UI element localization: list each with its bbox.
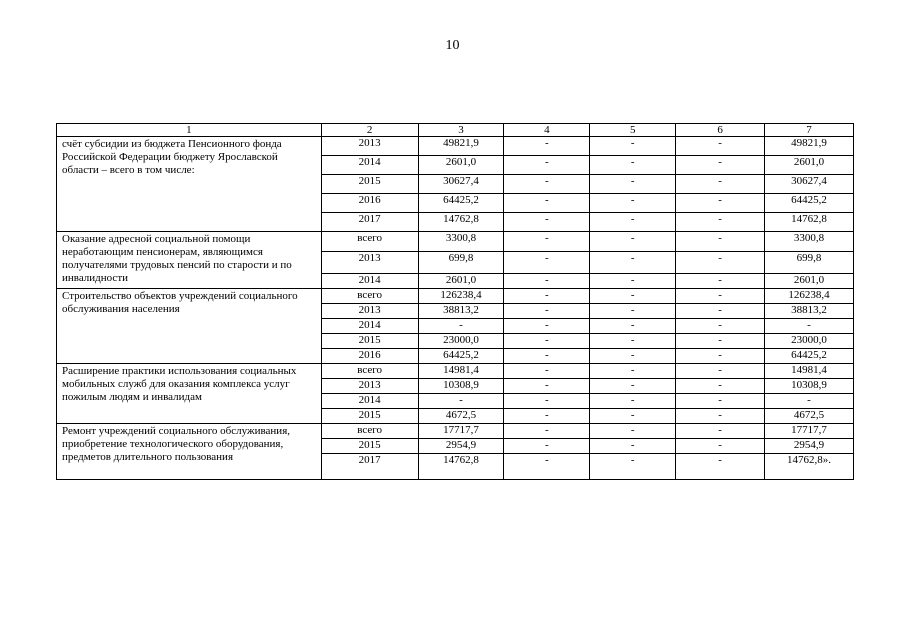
value-cell-c7: -: [765, 319, 854, 334]
year-cell: 2014: [321, 319, 418, 334]
year-cell: 2013: [321, 252, 418, 274]
value-cell-c3: 3300,8: [418, 232, 504, 252]
page-number: 10: [445, 38, 460, 53]
value-cell-c6: -: [676, 194, 765, 213]
value-cell-c6: -: [676, 379, 765, 394]
year-cell: всего: [321, 424, 418, 439]
value-cell-c3: 2601,0: [418, 156, 504, 175]
value-cell-c3: 49821,9: [418, 137, 504, 156]
header-cell: 4: [504, 124, 590, 137]
value-cell-c3: 64425,2: [418, 349, 504, 364]
value-cell-c6: -: [676, 394, 765, 409]
row-description: Строительство объектов учреждений социального обслуживания населения: [57, 289, 322, 364]
value-cell-c5: -: [590, 334, 676, 349]
value-cell-c4: -: [504, 349, 590, 364]
value-cell-c4: -: [504, 232, 590, 252]
table-row: [57, 424, 854, 439]
year-cell: 2017: [321, 454, 418, 480]
value-cell-c4: -: [504, 289, 590, 304]
value-cell-c4: -: [504, 194, 590, 213]
value-cell-c3: -: [418, 394, 504, 409]
value-cell-c4: -: [504, 175, 590, 194]
year-cell: 2013: [321, 304, 418, 319]
value-cell-c7: 64425,2: [765, 194, 854, 213]
budget-table: [56, 123, 854, 480]
value-cell-c7: 14981,4: [765, 364, 854, 379]
value-cell-c7: 699,8: [765, 252, 854, 274]
value-cell-c3: 4672,5: [418, 409, 504, 424]
value-cell-c6: -: [676, 349, 765, 364]
value-cell-c6: -: [676, 252, 765, 274]
value-cell-c7: 4672,5: [765, 409, 854, 424]
table-row: [57, 289, 854, 304]
value-cell-c5: -: [590, 137, 676, 156]
value-cell-c5: -: [590, 213, 676, 232]
value-cell-c4: -: [504, 304, 590, 319]
value-cell-c3: 17717,7: [418, 424, 504, 439]
header-cell: 2: [321, 124, 418, 137]
value-cell-c5: -: [590, 439, 676, 454]
value-cell-c4: -: [504, 274, 590, 289]
value-cell-c6: -: [676, 454, 765, 480]
value-cell-c4: -: [504, 424, 590, 439]
value-cell-c7: 30627,4: [765, 175, 854, 194]
value-cell-c5: -: [590, 409, 676, 424]
value-cell-c5: -: [590, 289, 676, 304]
year-cell: 2013: [321, 379, 418, 394]
value-cell-c7: 38813,2: [765, 304, 854, 319]
year-cell: 2013: [321, 137, 418, 156]
value-cell-c7: -: [765, 394, 854, 409]
value-cell-c5: -: [590, 232, 676, 252]
value-cell-c5: -: [590, 394, 676, 409]
row-description: Ремонт учреждений социального обслуживания, приобретение технологического оборудования, предметов длительного пользования: [57, 424, 322, 480]
value-cell-c5: -: [590, 364, 676, 379]
value-cell-c6: -: [676, 439, 765, 454]
header-cell: 6: [676, 124, 765, 137]
value-cell-c3: 699,8: [418, 252, 504, 274]
value-cell-c3: 2601,0: [418, 274, 504, 289]
value-cell-c5: -: [590, 454, 676, 480]
header-cell: 5: [590, 124, 676, 137]
year-cell: 2014: [321, 394, 418, 409]
value-cell-c7: 49821,9: [765, 137, 854, 156]
value-cell-c7: 17717,7: [765, 424, 854, 439]
value-cell-c6: -: [676, 156, 765, 175]
value-cell-c5: -: [590, 175, 676, 194]
value-cell-c5: -: [590, 274, 676, 289]
value-cell-c3: 14762,8: [418, 454, 504, 480]
value-cell-c6: -: [676, 274, 765, 289]
value-cell-c7: 14762,8».: [765, 454, 854, 480]
year-cell: 2015: [321, 175, 418, 194]
value-cell-c6: -: [676, 319, 765, 334]
value-cell-c6: -: [676, 232, 765, 252]
value-cell-c6: -: [676, 213, 765, 232]
value-cell-c6: -: [676, 424, 765, 439]
value-cell-c5: -: [590, 424, 676, 439]
year-cell: всего: [321, 232, 418, 252]
value-cell-c4: -: [504, 409, 590, 424]
header-cell: 1: [57, 124, 322, 137]
table-row: [57, 232, 854, 252]
year-cell: 2014: [321, 156, 418, 175]
value-cell-c4: -: [504, 439, 590, 454]
year-cell: 2016: [321, 349, 418, 364]
value-cell-c4: -: [504, 454, 590, 480]
year-cell: 2016: [321, 194, 418, 213]
value-cell-c7: 10308,9: [765, 379, 854, 394]
value-cell-c6: -: [676, 289, 765, 304]
value-cell-c7: 23000,0: [765, 334, 854, 349]
value-cell-c3: 38813,2: [418, 304, 504, 319]
value-cell-c7: 14762,8: [765, 213, 854, 232]
year-cell: всего: [321, 289, 418, 304]
value-cell-c4: -: [504, 319, 590, 334]
value-cell-c6: -: [676, 175, 765, 194]
year-cell: 2015: [321, 439, 418, 454]
year-cell: 2015: [321, 409, 418, 424]
value-cell-c7: 3300,8: [765, 232, 854, 252]
value-cell-c4: -: [504, 252, 590, 274]
value-cell-c4: -: [504, 213, 590, 232]
value-cell-c3: 14981,4: [418, 364, 504, 379]
header-cell: 3: [418, 124, 504, 137]
value-cell-c3: 64425,2: [418, 194, 504, 213]
value-cell-c5: -: [590, 156, 676, 175]
value-cell-c3: -: [418, 319, 504, 334]
value-cell-c4: -: [504, 379, 590, 394]
value-cell-c7: 2601,0: [765, 274, 854, 289]
year-cell: всего: [321, 364, 418, 379]
row-description: счёт субсидии из бюджета Пенсионного фонда Российской Федерации бюджету Ярославской области – всего в том числе:: [57, 137, 322, 232]
header-cell: 7: [765, 124, 854, 137]
table-row: [57, 137, 854, 156]
value-cell-c5: -: [590, 319, 676, 334]
year-cell: 2017: [321, 213, 418, 232]
value-cell-c6: -: [676, 364, 765, 379]
row-description: Расширение практики использования социальных мобильных служб для оказания комплекса услуг пожилым людям и инвалидам: [57, 364, 322, 424]
value-cell-c5: -: [590, 252, 676, 274]
year-cell: 2014: [321, 274, 418, 289]
row-description: Оказание адресной социальной помощи неработающим пенсионерам, являющимся получателями трудовых пенсий по старости и по инвалидности: [57, 232, 322, 289]
value-cell-c3: 30627,4: [418, 175, 504, 194]
value-cell-c3: 23000,0: [418, 334, 504, 349]
value-cell-c4: -: [504, 394, 590, 409]
value-cell-c3: 10308,9: [418, 379, 504, 394]
value-cell-c5: -: [590, 194, 676, 213]
value-cell-c6: -: [676, 409, 765, 424]
value-cell-c6: -: [676, 304, 765, 319]
value-cell-c3: 14762,8: [418, 213, 504, 232]
value-cell-c7: 2601,0: [765, 156, 854, 175]
value-cell-c5: -: [590, 304, 676, 319]
value-cell-c6: -: [676, 334, 765, 349]
value-cell-c4: -: [504, 156, 590, 175]
value-cell-c4: -: [504, 334, 590, 349]
year-cell: 2015: [321, 334, 418, 349]
value-cell-c7: 126238,4: [765, 289, 854, 304]
value-cell-c3: 126238,4: [418, 289, 504, 304]
value-cell-c5: -: [590, 379, 676, 394]
value-cell-c3: 2954,9: [418, 439, 504, 454]
value-cell-c4: -: [504, 364, 590, 379]
value-cell-c7: 2954,9: [765, 439, 854, 454]
table-row: [57, 364, 854, 379]
value-cell-c4: -: [504, 137, 590, 156]
value-cell-c6: -: [676, 137, 765, 156]
value-cell-c5: -: [590, 349, 676, 364]
table-header-row: [57, 124, 854, 137]
value-cell-c7: 64425,2: [765, 349, 854, 364]
